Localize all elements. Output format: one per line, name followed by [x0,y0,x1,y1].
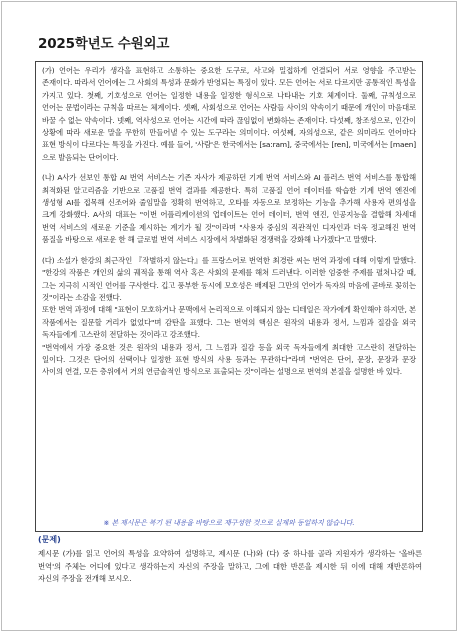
passage-da: (다) 소설가 한강의 최근작인 『작별하지 않는다』를 프랑스어로 번역한 최경란 씨는 번역 과정에 대해 이렇게 말했다. "한강의 작품은 개인의 삶의 궤적을 통해 역사 혹은 사회의 문제를 해쳐 드러낸다. 이러한 엄중한 주제를 펼쳐나갈 때, 그는 지극히 시적인 언어를 구사한다. 깁고 풍부한 동시에 모호성은 배제된 그만의 언어가 독자의 마음에 곧바로 꽂히는 것"이라는 소감을 전했다. [42,255,416,302]
passage-da-quote: "번역에서 가장 중요한 것은 원작의 내용과 정서, 그 느낌과 질감 등을 외국 독자들에게 최대한 고스란히 전달하는 일이다. 그것은 단어의 선택이나 일정한 표현 방식의 사용 등과는 무관하다"라며 "번역은 단어, 문장, 문장과 문장 사이의 연결, 모든 층위에서 거의 연금술적인 방식으로 표출되는 것"이라는 설명으로 번역의 본질을 설명한 바 있다. [42,342,416,377]
passage-ga: (가) 언어는 우리가 생각을 표현하고 소통하는 중요한 도구로, 사고와 밀접하게 연결되어 서로 영향을 주고받는 존재이다. 따라서 언어에는 그 사회의 특성과 문화가 반영되는 특징이 있다. 모든 언어는 서로 다르지만 공통적인 특성을 가지고 있다. 첫째, 기호성으로 언어는 일정한 내용을 일정한 형식으로 나타내는 기호 체계이다. 둘째, 규칙성으로 언어는 문법이라는 규칙을 따르는 체계이다. 셋째, 사회성으로 언어는 사람들 사이의 약속이기 때문에 개인이 마음대로 바꿀 수 없는 약속이다. 넷째, 역사성으로 언어는 시간에 따라 끊임없이 변화하는 존재이다. 다섯째, 창조성으로, 인간이 상황에 따라 새로운 말을 무한히 만들어낼 수 있는 도구라는 의미이다. 여섯째, 자의성으로, 같은 의미라도 언어마다 표현 방식이 다르다는 특징을 가진다. 예를 들어, '사람'은 한국에서는 [sa:ram], 중국에서는 [ren], 미국에서는 [maen]으로 발음되는 단어이다. [42,66,416,162]
page-title: 2025학년도 수원외고 [38,36,170,52]
exam-page [1,1,457,631]
passage-da-cont: 또한 번역 과정에 대해 "표현이 모호하거나 문맥에서 논리적으로 이해되지 않는 디테일은 작가에게 확인해야 하지만, 본 작품에서는 질문할 거리가 없었다"며 감탄을 표했다. 그는 번역의 핵심은 원작의 내용과 정서, 느낌과 질감을 외국 독자들에게 고스란히 전달하는 것이라고 강조했다. [42,305,416,340]
passage-box [35,61,423,532]
reconstruction-note: ※ 본 제시문은 복기 된 내용을 바탕으로 재구성한 것으로 실제와 동일하지 않습니다. [103,519,355,527]
question-text: 제시문 (가)를 읽고 언어의 특성을 요약하여 설명하고, 제시문 (나)와 (다) 중 하나를 골라 지원자가 생각하는 '올바른 번역'의 주체는 어디에 있다고 생각하는지 자신의 주장을 말하고, 그에 대한 반론을 제시한 뒤 이에 대해 재반론하여 자신의 주장을 전개해 보시오. [38,549,422,584]
question-label: (문제) [38,535,61,544]
passage-na: (나) A사가 선보인 통합 AI 번역 서비스는 기존 자사가 제공하던 기계 번역 서비스와 AI 플러스 번역 서비스를 통합해 최적화된 알고리즘을 기반으로 고품질 번역 결과를 제공한다. 특히 고품질 언어 데이터를 학습한 기계 번역 엔진에 생성형 AI를 접목해 신조어와 줄임말을 정확히 번역하고, 오타를 자동으로 보정하는 기능을 추가해 사용자 편의성을 크게 강화했다. A사의 대표는 "이번 어플리케이션의 업데이트는 언어 데이터, 번역 엔진, 인공지능을 결합해 차세대 번역 서비스의 새로운 기준을 제시하는 계기가 될 것"이라며 "사용자 중심의 직관적인 디자인과 더욱 정교해진 번역 품질을 바탕으로 새로운 한 해 글로벌 번역 서비스 시장에서 차별화된 경쟁력을 강화해 나가겠다"고 말했다. [42,173,416,245]
